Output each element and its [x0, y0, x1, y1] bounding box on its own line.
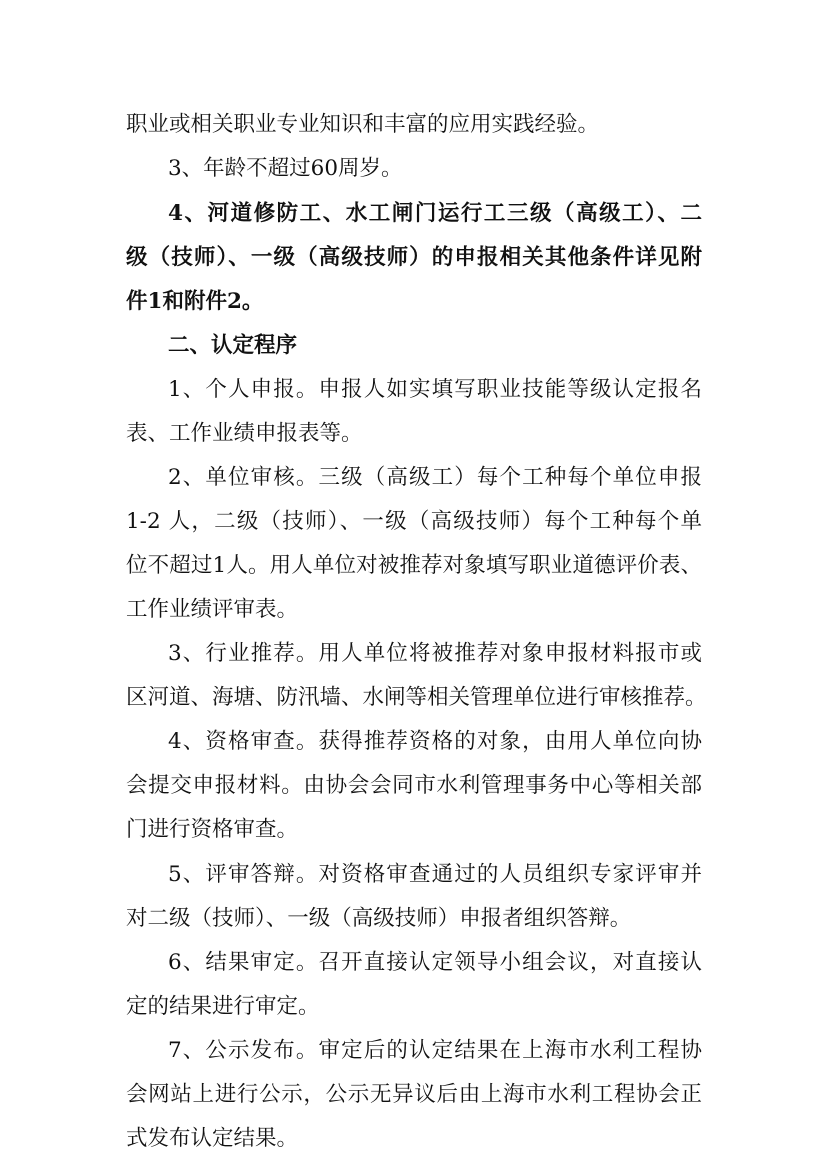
text-line: 对二级（技师）、一级（高级技师）申报者组织答辩。 — [126, 906, 632, 931]
text-line: 位不超过1人。用人单位对被推荐对象填写职业道德评价表、 — [126, 553, 702, 578]
text-line: 式发布认定结果。 — [126, 1126, 299, 1151]
text-line: 定的结果进行审定。 — [126, 994, 320, 1019]
text-line: 门进行资格审查。 — [126, 817, 299, 842]
text-line: 会网站上进行公示，公示无异议后由上海市水利工程协会正 — [126, 1082, 702, 1107]
text-line: 3、年龄不超过60周岁。 — [168, 156, 403, 181]
text-line: 4、资格审查。获得推荐资格的对象，由用人单位向协 — [168, 729, 702, 754]
text-line: 职业或相关职业专业知识和丰富的应用实践经验。 — [126, 112, 600, 137]
section-heading: 二、认定程序 — [168, 333, 298, 358]
text-line: 会提交申报材料。由协会会同市水利管理事务中心等相关部 — [126, 773, 702, 798]
text-line: 级（技师）、一级（高级技师）的申报相关其他条件详见附 — [126, 245, 702, 270]
text-line: 2、单位审核。三级（高级工）每个工种每个单位申报 — [168, 465, 702, 490]
text-line: 4、河道修防工、水工闸门运行工三级（高级工）、二 — [168, 201, 702, 226]
text-line: 工作业绩评审表。 — [126, 597, 299, 622]
text-line: 1、个人申报。申报人如实填写职业技能等级认定报名 — [168, 377, 702, 402]
text-line: 区河道、海塘、防汛墙、水闸等相关管理单位进行审核推荐。 — [126, 685, 707, 710]
text-line: 3、行业推荐。用人单位将被推荐对象申报材料报市或 — [168, 641, 702, 666]
text-line: 表、工作业绩申报表等。 — [126, 421, 363, 446]
text-line: 1-2 人，二级（技师）、一级（高级技师）每个工种每个单 — [126, 509, 702, 534]
text-line: 7、公示发布。审定后的认定结果在上海市水利工程协 — [168, 1038, 702, 1063]
text-line: 5、评审答辩。对资格审查通过的人员组织专家评审并 — [168, 862, 702, 887]
text-line: 件1和附件2。 — [126, 289, 264, 314]
text-line: 6、结果审定。召开直接认定领导小组会议，对直接认 — [168, 950, 702, 975]
